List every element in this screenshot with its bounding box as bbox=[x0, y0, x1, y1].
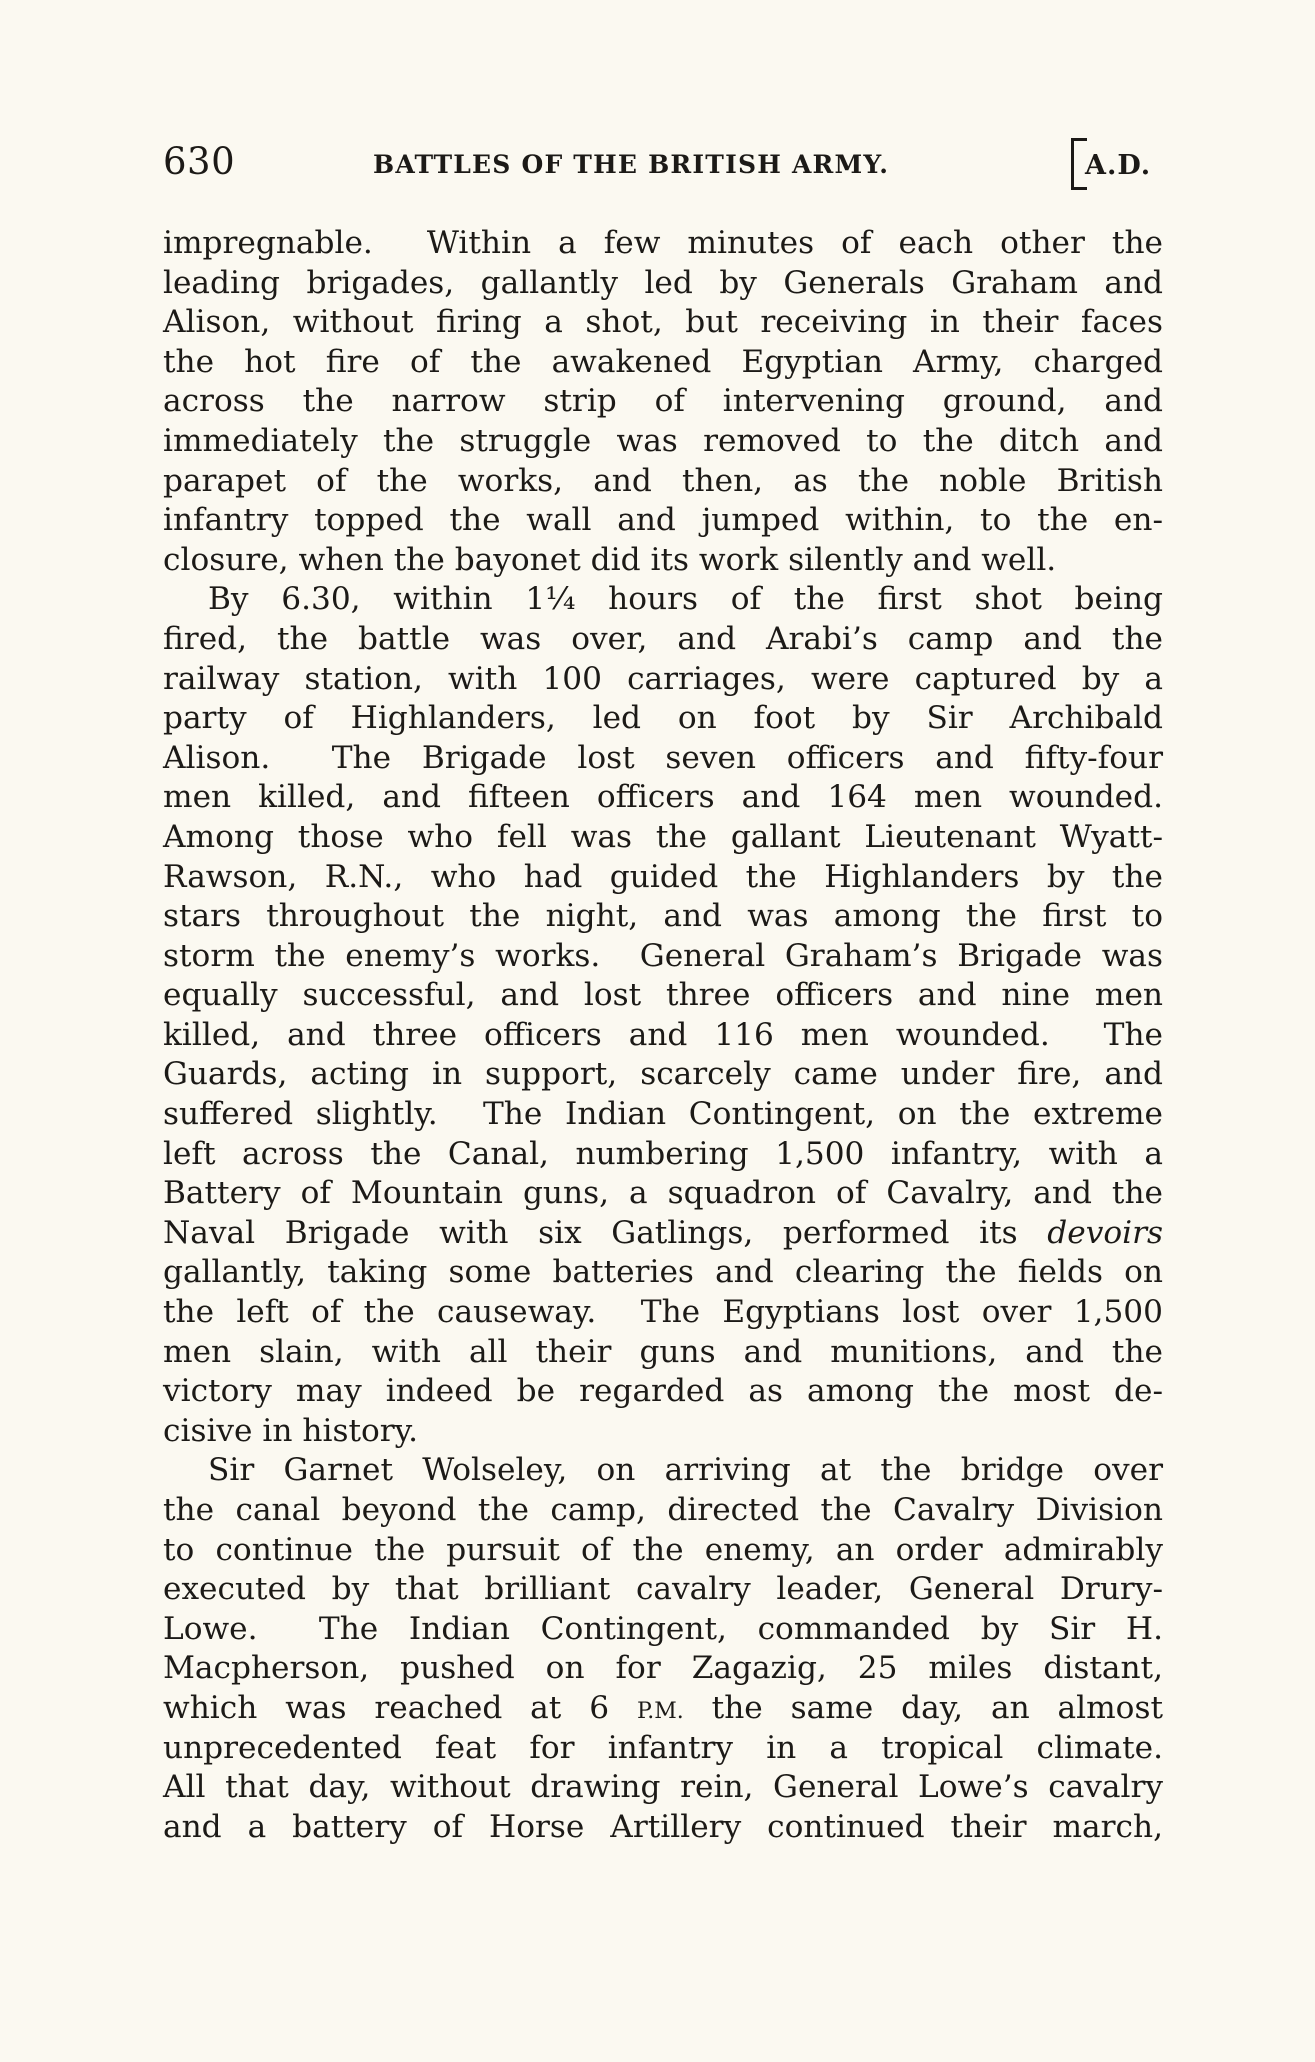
line-text: killed, and three officers and 116 men wounded. The bbox=[163, 1016, 1163, 1053]
text-line bbox=[163, 1372, 1163, 1412]
line-text: fired, the battle was over, and Arabi’s camp and the bbox=[163, 620, 1163, 657]
running-title: BATTLES OF THE BRITISH ARMY. bbox=[373, 150, 890, 179]
line-text: unprecedented feat for infantry in a tropical climate. bbox=[163, 1729, 1163, 1766]
text-line bbox=[163, 382, 1163, 422]
line-text: party of Highlanders, led on foot by Sir Archibald bbox=[163, 700, 1163, 737]
bracket-bottom bbox=[1071, 187, 1087, 190]
text-line bbox=[163, 818, 1163, 858]
text-line bbox=[163, 1451, 1163, 1491]
text-line bbox=[163, 1412, 1163, 1452]
line-text: to continue the pursuit of the enemy, an order admirably bbox=[163, 1531, 1163, 1568]
line-text: infantry topped the wall and jumped within, to the en- bbox=[163, 502, 1163, 539]
line-text: Among those who fell was the gallant Lieutenant Wyatt- bbox=[163, 818, 1163, 855]
line-text: closure, when the bayonet did its work silently and well. bbox=[163, 541, 1057, 578]
text-line bbox=[163, 1214, 1163, 1254]
text-line bbox=[163, 1808, 1163, 1848]
body-text bbox=[163, 224, 1163, 1847]
bracket-bar bbox=[1071, 138, 1074, 190]
text-line bbox=[163, 897, 1163, 937]
text-line bbox=[163, 580, 1163, 620]
line-text: Guards, acting in support, scarcely came under fire, and bbox=[163, 1056, 1163, 1093]
line-text: Sir Garnet Wolseley, on arriving at the bridge over bbox=[208, 1452, 1163, 1489]
text-line bbox=[163, 620, 1163, 660]
running-head bbox=[163, 138, 1163, 198]
line-text: Rawson, R.N., who had guided the Highlanders by the bbox=[163, 858, 1163, 895]
italic-word: devoirs bbox=[1047, 1214, 1163, 1251]
text-line bbox=[163, 1649, 1163, 1689]
smallcaps-text: P.M. bbox=[636, 1698, 684, 1724]
text-line bbox=[163, 224, 1163, 264]
line-text: All that day, without drawing rein, General Lowe’s cavalry bbox=[163, 1769, 1163, 1806]
line-text: Alison. The Brigade lost seven officers and fifty-four bbox=[163, 739, 1163, 776]
text-line bbox=[163, 660, 1163, 700]
line-text-after: the same day, an almost bbox=[683, 1689, 1163, 1726]
text-line bbox=[163, 858, 1163, 898]
text-line bbox=[163, 976, 1163, 1016]
text-line bbox=[163, 422, 1163, 462]
text-line bbox=[163, 462, 1163, 502]
text-line bbox=[163, 343, 1163, 383]
line-text: victory may indeed be regarded as among the most de- bbox=[163, 1373, 1163, 1410]
text-line bbox=[163, 1531, 1163, 1571]
line-text: executed by that brilliant cavalry leader, General Drury- bbox=[163, 1571, 1163, 1608]
text-line bbox=[163, 1768, 1163, 1808]
line-text: storm the enemy’s works. General Graham’s Brigade was bbox=[163, 937, 1163, 974]
page-number: 630 bbox=[163, 140, 236, 183]
text-line bbox=[163, 1095, 1163, 1135]
text-line bbox=[163, 1293, 1163, 1333]
line-text: gallantly, taking some batteries and clearing the fields on bbox=[163, 1254, 1163, 1291]
line-text: leading brigades, gallantly led by Generals Graham and bbox=[163, 264, 1163, 301]
line-text: railway station, with 100 carriages, were captured by a bbox=[163, 660, 1163, 697]
line-text: cisive in history. bbox=[163, 1412, 419, 1449]
text-line bbox=[163, 937, 1163, 977]
line-text: Alison, without firing a shot, but receiving in their faces bbox=[163, 304, 1163, 341]
text-line bbox=[163, 778, 1163, 818]
line-text: equally successful, and lost three officers and nine men bbox=[163, 977, 1163, 1014]
text-line bbox=[163, 264, 1163, 304]
line-text: which was reached at 6 bbox=[163, 1689, 610, 1726]
text-line bbox=[163, 699, 1163, 739]
text-line bbox=[163, 739, 1163, 779]
text-line bbox=[163, 1491, 1163, 1531]
era-bracket bbox=[1071, 138, 1161, 190]
text-line bbox=[163, 1055, 1163, 1095]
line-text: men slain, with all their guns and munitions, and the bbox=[163, 1333, 1163, 1370]
text-line bbox=[163, 303, 1163, 343]
line-text: Naval Brigade with six Gatlings, performed its bbox=[163, 1214, 1018, 1251]
line-text: Battery of Mountain guns, a squadron of Cavalry, and the bbox=[163, 1175, 1163, 1212]
line-text: immediately the struggle was removed to the ditch and bbox=[163, 422, 1163, 459]
text-line bbox=[163, 1174, 1163, 1214]
line-text: left across the Canal, numbering 1,500 infantry, with a bbox=[163, 1135, 1163, 1172]
text-line bbox=[163, 1610, 1163, 1650]
text-line bbox=[163, 1333, 1163, 1373]
text-line bbox=[163, 1135, 1163, 1175]
text-line bbox=[163, 1570, 1163, 1610]
bracket-top bbox=[1071, 138, 1087, 141]
line-text: Lowe. The Indian Contingent, commanded by Sir H. bbox=[163, 1610, 1163, 1647]
line-text: stars throughout the night, and was among the first to bbox=[163, 898, 1163, 935]
line-text: the left of the causeway. The Egyptians lost over 1,500 bbox=[163, 1294, 1163, 1331]
text-line bbox=[163, 1253, 1163, 1293]
line-text: the hot fire of the awakened Egyptian Army, charged bbox=[163, 343, 1163, 380]
text-line bbox=[163, 1729, 1163, 1769]
text-line bbox=[163, 501, 1163, 541]
line-text: and a battery of Horse Artillery continued their march, bbox=[163, 1808, 1163, 1845]
line-text: across the narrow strip of intervening ground, and bbox=[163, 383, 1163, 420]
line-text: Macpherson, pushed on for Zagazig, 25 miles distant, bbox=[163, 1650, 1163, 1687]
line-text: impregnable. Within a few minutes of each other the bbox=[163, 225, 1163, 261]
era-label: A.D. bbox=[1085, 150, 1152, 181]
line-text: suffered slightly. The Indian Contingent, on the extreme bbox=[163, 1096, 1163, 1133]
text-line bbox=[163, 1689, 1163, 1729]
line-text: By 6.30, within 1¼ hours of the first shot being bbox=[208, 581, 1163, 618]
line-text: men killed, and fifteen officers and 164 men wounded. bbox=[163, 779, 1163, 816]
line-text: parapet of the works, and then, as the noble British bbox=[163, 462, 1163, 499]
line-text: the canal beyond the camp, directed the Cavalry Division bbox=[163, 1492, 1163, 1528]
text-line bbox=[163, 1016, 1163, 1056]
text-line bbox=[163, 541, 1163, 581]
